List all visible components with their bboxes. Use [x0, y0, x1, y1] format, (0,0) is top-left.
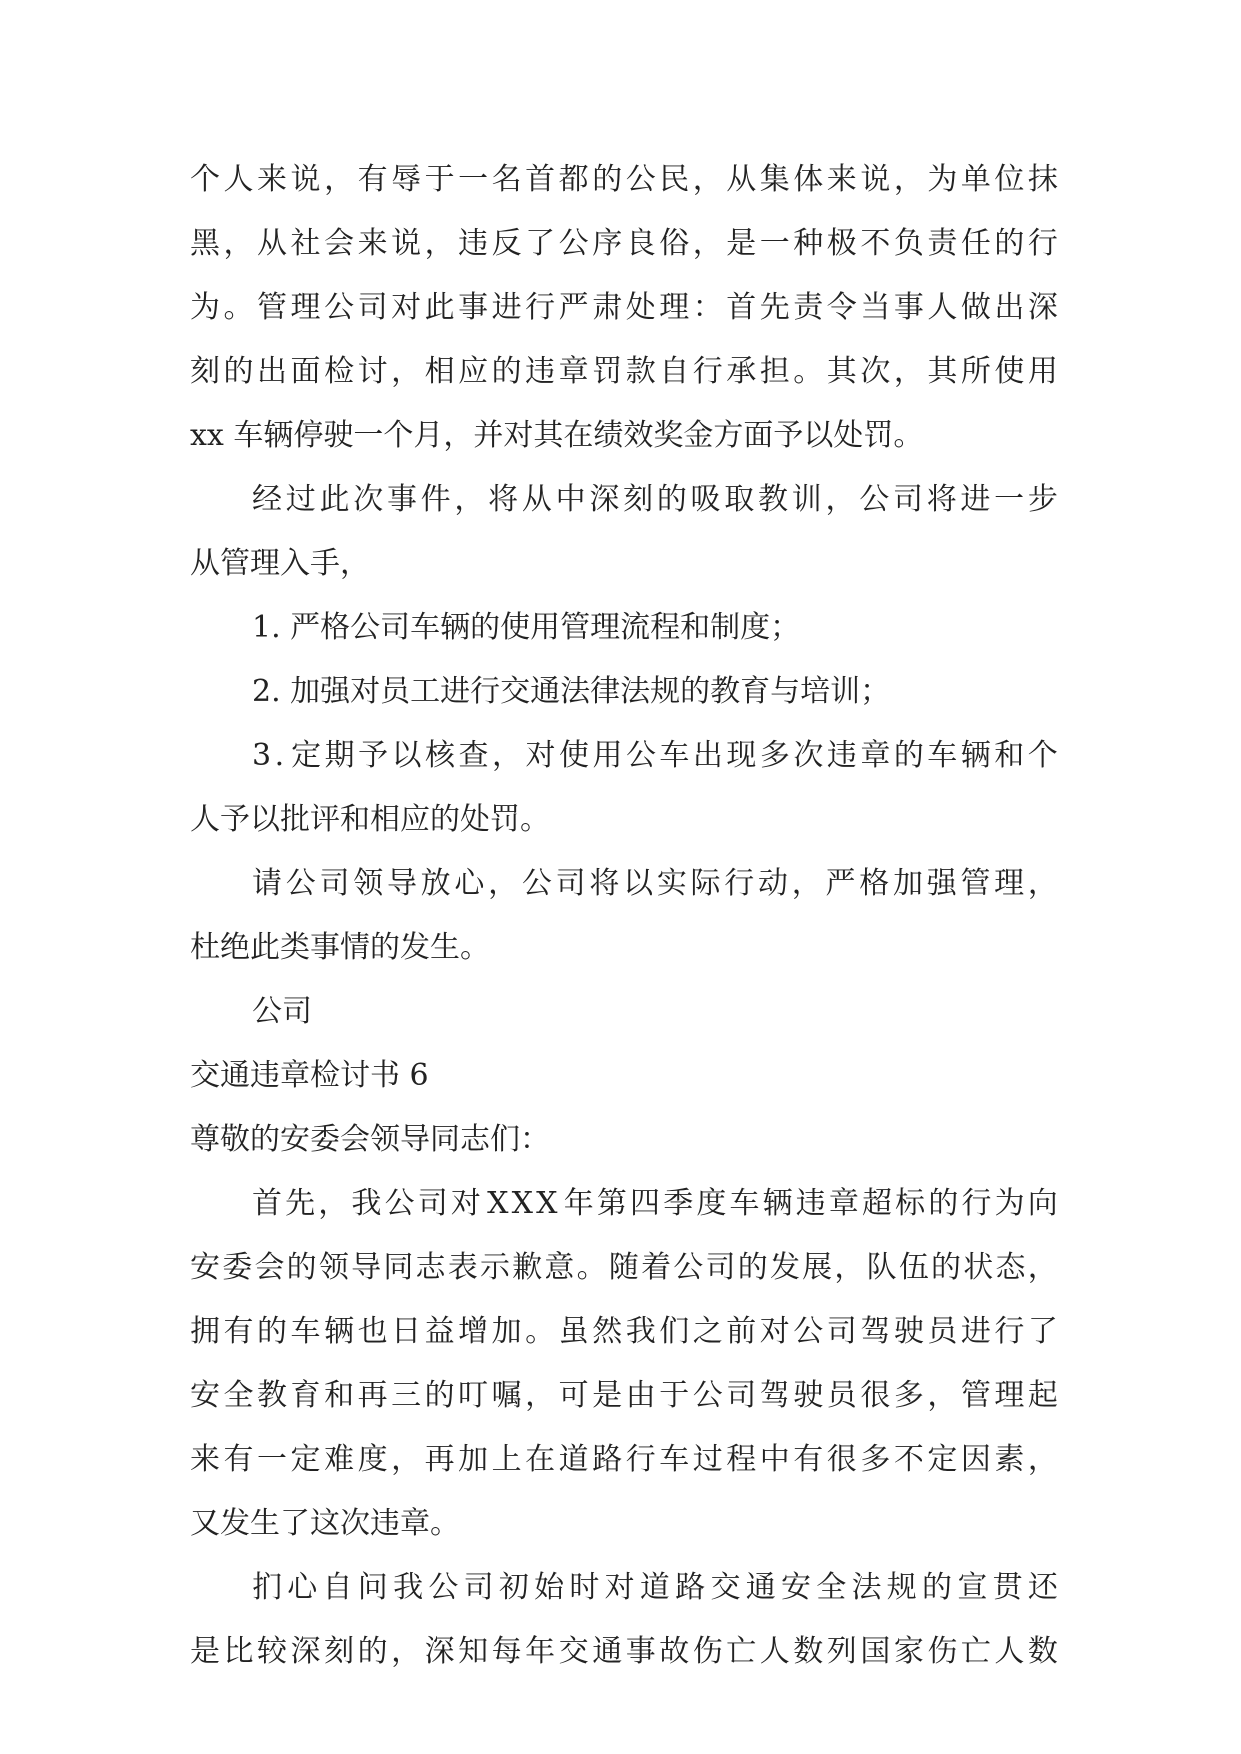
- text-line: 尊敬的安委会领导同志们：: [190, 1122, 550, 1157]
- text-line: 黑 ， 从 社 会 来 说 ， 违 反 了 公 序 良 俗 ， 是 一 种 极 不 负 责 任 的 行: [190, 226, 1058, 261]
- text-line: 2. 加强对员工进行交通法律法规的教育与培训；: [252, 674, 891, 709]
- text-line: 刻 的 出 面 检 讨 ， 相 应 的 违 章 罚 款 自 行 承 担 。 其 次 ， 其 所 使 用: [190, 354, 1058, 389]
- text-line: 公司: [252, 994, 312, 1029]
- text-line: 人予以批评和相应的处罚。: [190, 802, 550, 837]
- text-line: 来 有 一 定 难 度 ， 再 加 上 在 道 路 行 车 过 程 中 有 很 多 不 定 因 素 ，: [190, 1442, 1058, 1477]
- text-line: 经 过 此 次 事 件 ， 将 从 中 深 刻 的 吸 取 教 训 ， 公 司 将 进 一 步: [252, 482, 1058, 517]
- text-line: 请 公 司 领 导 放 心 ， 公 司 将 以 实 际 行 动 ， 严 格 加 强 管 理 ，: [252, 866, 1058, 901]
- text-line: 又发生了这次违章。: [190, 1506, 460, 1541]
- text-line: 从管理入手，: [190, 546, 370, 581]
- text-line: 为 。 管 理 公 司 对 此 事 进 行 严 肃 处 理 ： 首 先 责 令 当 事 人 做 出 深: [190, 290, 1058, 325]
- text-line: 杜绝此类事情的发生。: [190, 930, 490, 965]
- text-line: 安 委 会 的 领 导 同 志 表 示 歉 意 。 随 着 公 司 的 发 展 ， 队 伍 的 状 态 ，: [190, 1250, 1058, 1285]
- text-line: 是 比 较 深 刻 的 ， 深 知 每 年 交 通 事 故 伤 亡 人 数 列 国 家 伤 亡 人 数: [190, 1634, 1058, 1669]
- text-line: 扪 心 自 问 我 公 司 初 始 时 对 道 路 交 通 安 全 法 规 的 宣 贯 还: [252, 1570, 1058, 1605]
- text-line: 1. 严格公司车辆的使用管理流程和制度；: [252, 610, 801, 645]
- text-line: 首 先 ， 我 公 司 对 X X X 年 第 四 季 度 车 辆 违 章 超 标 的 行 为 向: [252, 1186, 1058, 1221]
- text-line: 安 全 教 育 和 再 三 的 叮 嘱 ， 可 是 由 于 公 司 驾 驶 员 很 多 ， 管 理 起: [190, 1378, 1058, 1413]
- text-line: 拥 有 的 车 辆 也 日 益 增 加 。 虽 然 我 们 之 前 对 公 司 驾 驶 员 进 行 了: [190, 1314, 1058, 1349]
- text-line: 交通违章检讨书 6: [190, 1058, 429, 1093]
- text-line: 个 人 来 说 ， 有 辱 于 一 名 首 都 的 公 民 ， 从 集 体 来 说 ， 为 单 位 抹: [190, 162, 1058, 197]
- document-body: [190, 148, 1058, 1684]
- text-line: 3 . 定 期 予 以 核 查 ， 对 使 用 公 车 出 现 多 次 违 章 的 车 辆 和 个: [252, 738, 1058, 773]
- text-line: xx 车辆停驶一个月，并对其在绩效奖金方面予以处罚。: [190, 418, 924, 453]
